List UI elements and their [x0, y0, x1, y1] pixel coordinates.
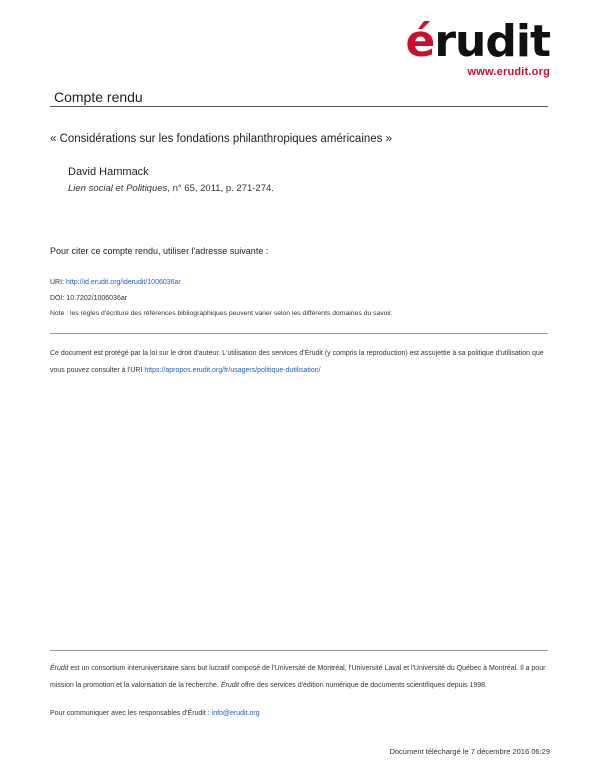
logo-url[interactable]: www.erudit.org	[467, 66, 550, 78]
logo-e-letter: é	[405, 16, 435, 67]
contact-line	[50, 710, 260, 717]
contact-text: Pour communiquer avec les responsables d'Érudit :	[50, 710, 212, 717]
contact-email-link[interactable]: info@erudit.org	[211, 710, 260, 717]
uri-line	[50, 279, 181, 286]
middle-divider	[50, 333, 548, 334]
about-erudit	[50, 660, 550, 694]
copyright-text: Ce document est protégé par la loi sur le droit d'auteur. L'utilisation des services d'Érudit (y compris la reproduction) est assujettie à sa politique d'utilisation que vous pouvez consulter à l'URI	[50, 350, 544, 374]
about-text-1: est un consortium interuniversitaire sans but lucratif composé de l'Université de Montréal, l'Université Laval et l'Université du Québec à Montréal. Il a pour mission la promotion et la valorisation de la recherche.	[50, 665, 546, 689]
uri-link[interactable]: http://id.erudit.org/iderudit/1006036ar	[65, 279, 181, 286]
download-timestamp: Document téléchargé le 7 décembre 2016 06:29	[389, 747, 550, 756]
doi-label: DOI:	[50, 295, 67, 302]
article-reference	[68, 183, 274, 194]
journal-name: Lien social et Politiques	[68, 183, 168, 194]
copyright-notice	[50, 345, 550, 379]
article-author: David Hammack	[68, 166, 149, 178]
document-type: Compte rendu	[54, 89, 143, 105]
doi-value: 10.7202/1006036ar	[66, 295, 128, 302]
erudit-name-2: Érudit	[220, 682, 240, 689]
erudit-logo	[405, 16, 550, 78]
about-text-2: offre des services d'édition numérique de documents scientifiques depuis 1998.	[239, 682, 488, 689]
logo-rest: rudit	[434, 16, 550, 67]
article-title: « Considérations sur les fondations philanthropiques américaines »	[50, 133, 393, 145]
erudit-name-1: Érudit	[50, 665, 69, 672]
usage-policy-link[interactable]: https://apropos.erudit.org/fr/usagers/politique-dutilisation/	[144, 367, 321, 374]
logo-wordmark	[405, 16, 550, 67]
bottom-divider	[50, 650, 548, 651]
reference-details: , n° 65, 2011, p. 271-274.	[167, 183, 274, 194]
citation-note: Note : les règles d'écriture des références bibliographiques peuvent varier selon les différents domaines du savoir.	[50, 310, 393, 317]
doi-line	[50, 295, 127, 302]
citation-intro: Pour citer ce compte rendu, utiliser l'adresse suivante :	[50, 246, 269, 256]
uri-label: URI:	[50, 279, 66, 286]
top-divider	[50, 106, 548, 107]
